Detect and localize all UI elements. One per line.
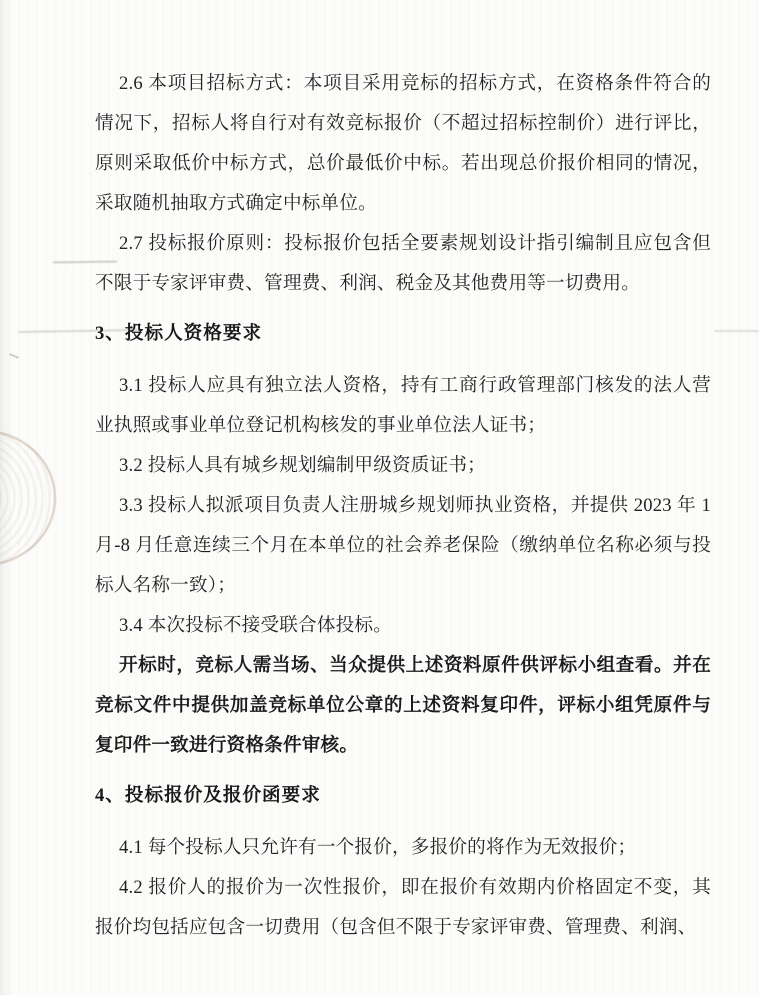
emphasized-paragraph: 开标时，竞标人需当场、当众提供上述资料原件供评标小组查看。并在竞标文件中提供加盖竞标单位公章的上述资料复印件，评标小组凭原件与复印件一致进行资格条件审核。 <box>95 655 711 756</box>
scan-smudge-line <box>714 330 759 332</box>
section-heading: 3、投标人资格要求 <box>95 323 263 344</box>
paragraph: 3.4 本次投标不接受联合体投标。 <box>119 615 393 636</box>
document-body <box>95 64 711 948</box>
paragraph: 2.6 本项目招标方式：本项目采用竞标的招标方式，在资格条件符合的情况下，招标人将自行对有效竞标报价（不超过招标控制价）进行评比，原则采取低价中标方式，总价最低价中标。若出现总价报价相同的情况，采取随机抽取方式确定中标单位。 <box>95 73 711 214</box>
paragraph: 3.1 投标人应具有独立法人资格，持有工商行政管理部门核发的法人营业执照或事业单位登记机构核发的事业单位法人证书； <box>95 375 711 436</box>
paragraph: 2.7 投标报价原则：投标报价包括全要素规划设计指引编制且应包含但不限于专家评审费、管理费、利润、税金及其他费用等一切费用。 <box>95 233 711 294</box>
paragraph: 3.2 投标人具有城乡规划编制甲级资质证书； <box>119 455 486 476</box>
paragraph: 4.2 报价人的报价为一次性报价，即在报价有效期内价格固定不变，其报价均包括应包含一切费用（包含但不限于专家评审费、管理费、利润、 <box>95 877 711 938</box>
scan-speck <box>9 353 19 359</box>
paragraph: 4.1 每个投标人只允许有一个报价，多报价的将作为无效报价； <box>119 837 637 858</box>
faint-seal-mark <box>0 430 56 566</box>
section-heading: 4、投标报价及报价函要求 <box>95 785 321 806</box>
paragraph: 3.3 投标人拟派项目负责人注册城乡规划师执业资格，并提供 2023 年 1 月-8 月任意连续三个月在本单位的社会养老保险（缴纳单位名称必须与投标人名称一致）； <box>95 495 711 596</box>
